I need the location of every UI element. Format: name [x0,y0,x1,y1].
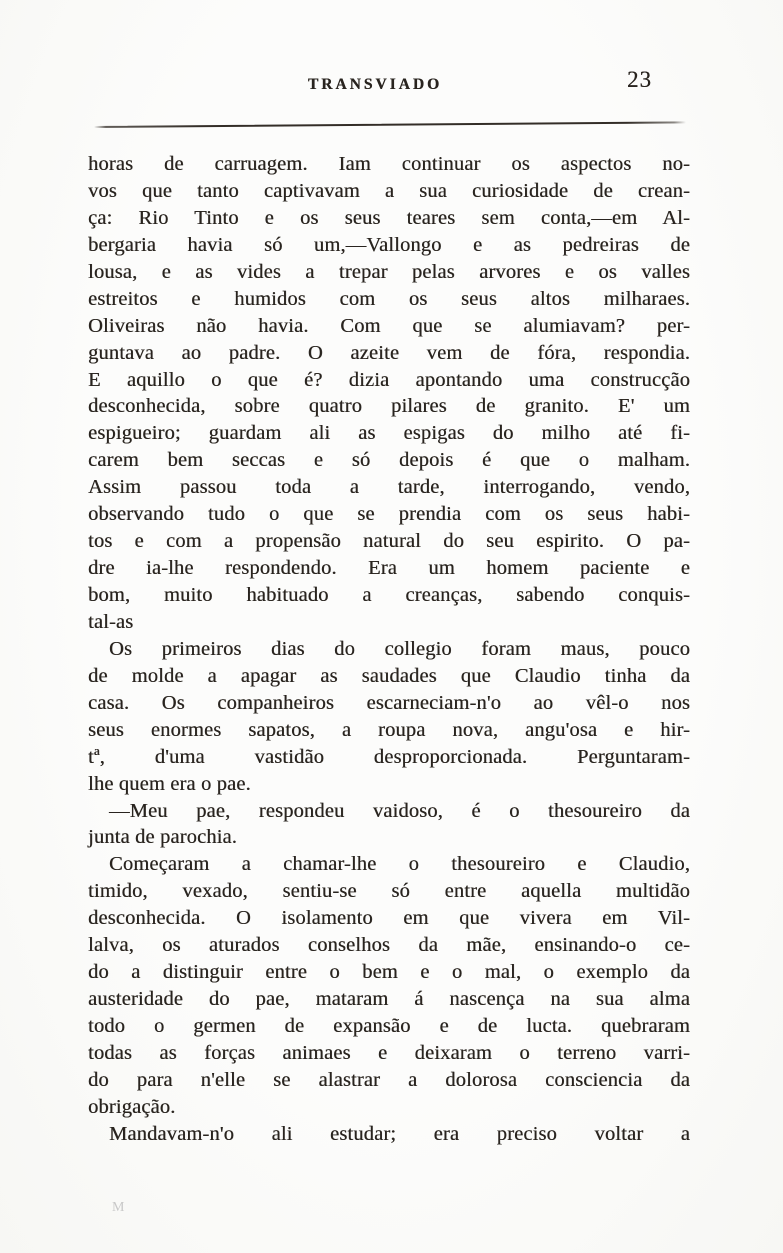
text-line: carem bem seccas e só depois é que o malham. [88,449,690,472]
text-line: desconhecida. O isolamento em que vivera em Vil- [88,907,690,930]
text-line: do para n'elle se alastrar a dolorosa consciencia da [88,1068,690,1091]
text-line: todas as forças animaes e deixaram o terreno varri- [88,1041,690,1064]
text-line: de molde a apagar as saudades que Claudio tinha da [88,664,690,687]
running-title: TRANSVIADO [307,76,443,93]
page-header [88,67,690,100]
text-line: horas de carruagem. Iam continuar os aspectos no- [88,153,690,175]
text-line: seus enormes sapatos, a roupa nova, angu'osa e hir- [88,718,690,741]
text-line: Assim passou toda a tarde, interrogando, vendo, [88,476,690,499]
text-line: do a distinguir entre o bem e o mal, o exemplo da [88,961,690,984]
text-line: —Meu pae, respondeu vaidoso, é o thesoureiro da [109,799,690,822]
text-line: obrigação. [88,1095,176,1118]
text-line: ça: Rio Tinto e os seus teares sem conta,—em Al- [88,206,690,229]
text-line: casa. Os companheiros escarneciam-n'o ao vêl-o nos [88,691,690,714]
text-line: bom, muito habituado a creanças, sabendo conquis- [88,584,690,606]
text-line: vos que tanto captivavam a sua curiosidade de crean- [88,179,690,202]
text-line: timido, vexado, sentiu-se só entre aquella multidão [88,880,690,903]
text-line: dre ia-lhe respondendo. Era um homem paciente e [88,557,690,580]
text-line: lhe quem era o pae. [88,772,251,795]
text-line: observando tudo o que se prendia com os seus habi- [88,503,690,526]
text-line: desconhecida, sobre quatro pilares de granito. E' um [88,395,690,418]
text-line: tª, d'uma vastidão desproporcionada. Perguntaram- [88,745,690,768]
text-line: guntava ao padre. O azeite vem de fóra, respondia. [88,341,690,364]
text-line: estreitos e humidos com os seus altos milharaes. [88,287,690,310]
text-line: E aquillo o que é? dizia apontando uma construcção [88,368,690,391]
text-line: junta de parochia. [88,826,237,849]
text-line: tos e com a propensão natural do seu espirito. O pa- [88,530,690,553]
text-line: austeridade do pae, mataram á nascença na sua alma [88,988,690,1011]
text-line: lalva, os aturados conselhos da mãe, ensinando-o ce- [88,934,690,957]
text-line: Mandavam-n'o ali estudar; era preciso voltar a [109,1122,690,1145]
text-line: Oliveiras não havia. Com que se alumiavam? per- [88,314,690,337]
page-number: 23 [627,67,652,92]
text-line: bergaria havia só um,—Vallongo e as pedreiras de [88,233,690,256]
header-rule [94,121,686,128]
text-line: Os primeiros dias do collegio foram maus, pouco [109,637,690,660]
text-line: Começaram a chamar-lhe o thesoureiro e Claudio, [109,853,690,876]
text-line: tal-as [88,610,134,633]
text-line: espigueiro; guardam ali as espigas do milho até fi- [88,422,690,445]
text-line: todo o germen de expansão e de lucta. quebraram [88,1015,690,1037]
page-text [88,151,690,1148]
scan-smudge: M [112,1200,125,1215]
text-line: lousa, e as vides a trepar pelas arvores e os valles [88,260,690,283]
